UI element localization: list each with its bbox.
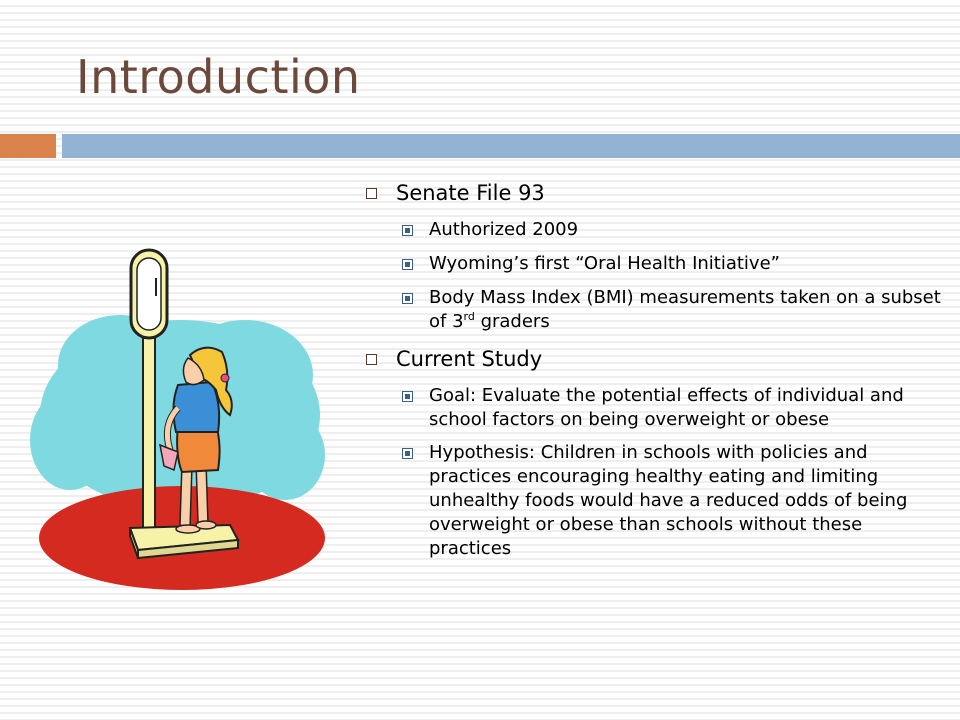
list-item bbox=[362, 286, 942, 334]
list-item bbox=[362, 384, 942, 432]
list-item bbox=[362, 252, 942, 276]
filled-square-bullet-icon bbox=[402, 225, 413, 236]
slide-title: Introduction bbox=[76, 50, 361, 104]
filled-square-bullet-icon bbox=[402, 391, 413, 402]
list-item-text: Hypothesis: Children in schools with policies and practices encouraging healthy eating and limiting unhealthy foods would have a reduced odds of being overweight or obese than schools without these practices bbox=[429, 442, 908, 559]
list-item-text: Authorized 2009 bbox=[429, 219, 579, 240]
list-item bbox=[362, 441, 942, 561]
bullet-current-study bbox=[362, 344, 942, 374]
list-item bbox=[362, 218, 942, 242]
section-heading: Senate File 93 bbox=[396, 181, 545, 205]
list-item-text: Goal: Evaluate the potential effects of individual and school factors on being overweight or obese bbox=[429, 385, 904, 430]
section-heading: Current Study bbox=[396, 347, 543, 371]
slide-content bbox=[362, 178, 942, 571]
square-bullet-icon bbox=[366, 188, 377, 199]
list-item-text: Wyoming’s first “Oral Health Initiative” bbox=[429, 253, 780, 274]
girl-on-scale-illustration bbox=[30, 240, 330, 590]
filled-square-bullet-icon bbox=[402, 448, 413, 459]
filled-square-bullet-icon bbox=[402, 259, 413, 270]
bullet-senate-file bbox=[362, 178, 942, 208]
header-bar bbox=[62, 134, 960, 158]
square-bullet-icon bbox=[366, 354, 377, 365]
superscript: rd bbox=[463, 310, 475, 323]
list-item-text: Body Mass Index (BMI) measurements taken on a subset of 3 bbox=[429, 287, 941, 332]
filled-square-bullet-icon bbox=[402, 293, 413, 304]
accent-bar bbox=[0, 134, 56, 158]
list-item-text-after: graders bbox=[474, 311, 550, 332]
